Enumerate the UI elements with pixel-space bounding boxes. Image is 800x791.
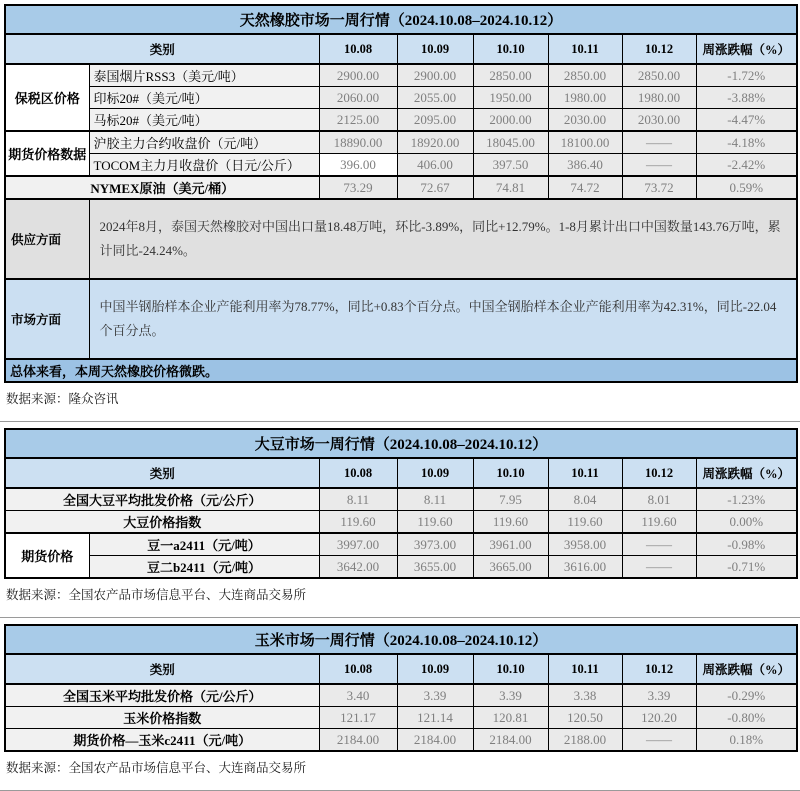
soybean-group-futures: 期货价格 [5, 533, 89, 578]
rubber-table [4, 4, 798, 383]
change-cell: -1.23% [696, 488, 797, 511]
value-cell: 3642.00 [319, 556, 397, 579]
change-cell: -1.72% [696, 64, 797, 87]
value-cell: 3.39 [473, 684, 548, 707]
corn-data-source: 数据来源：全国农产品市场信息平台、大连商品交易所 [6, 761, 307, 775]
value-cell: 3.39 [622, 684, 696, 707]
value-cell: 18920.00 [397, 131, 473, 154]
rubber-table-title: 天然橡胶市场一周行情（2024.10.08–2024.10.12） [5, 5, 797, 34]
supply-text: 2024年8月，泰国天然橡胶对中国出口量18.48万吨，环比-3.89%，同比+12.79%。1-8月累计出口中国数量143.76万吨，累计同比-24.24%。 [89, 199, 797, 279]
corn-header-date: 10.11 [548, 654, 622, 684]
value-cell: 1980.00 [622, 87, 696, 109]
value-cell: 18045.00 [473, 131, 548, 154]
row-label: 沪胶主力合约收盘价（元/吨） [89, 131, 319, 154]
change-cell: -0.80% [696, 707, 797, 729]
value-cell: —— [622, 533, 696, 556]
change-cell: -2.42% [696, 154, 797, 177]
value-cell: 2030.00 [622, 109, 696, 132]
value-cell: 1980.00 [548, 87, 622, 109]
market-text: 中国半钢胎样本企业产能利用率为78.77%，同比+0.83个百分点。中国全钢胎样本企业产能利用率为42.31%，同比-22.04个百分点。 [89, 279, 797, 359]
value-cell: 2060.00 [319, 87, 397, 109]
rubber-header-change: 周涨跌幅（%） [696, 34, 797, 64]
value-cell: 121.14 [397, 707, 473, 729]
value-cell: 8.04 [548, 488, 622, 511]
rubber-group-bonded: 保税区价格 [5, 64, 89, 131]
rubber-header-date: 10.10 [473, 34, 548, 64]
value-cell: 119.60 [473, 511, 548, 534]
rubber-group-futures: 期货价格数据 [5, 131, 89, 176]
soybean-table-title: 大豆市场一周行情（2024.10.08–2024.10.12） [5, 429, 797, 458]
value-cell: 8.11 [397, 488, 473, 511]
value-cell: 120.20 [622, 707, 696, 729]
change-cell: -3.88% [696, 87, 797, 109]
value-cell: 7.95 [473, 488, 548, 511]
value-cell: 3.39 [397, 684, 473, 707]
soybean-section [0, 422, 800, 618]
change-cell: -4.47% [696, 109, 797, 132]
corn-table-title: 玉米市场一周行情（2024.10.08–2024.10.12） [5, 625, 797, 654]
row-label-nymex: NYMEX原油（美元/桶） [5, 176, 319, 199]
corn-header-date: 10.08 [319, 654, 397, 684]
value-cell: 119.60 [319, 511, 397, 534]
value-cell: 18890.00 [319, 131, 397, 154]
value-cell: 2850.00 [473, 64, 548, 87]
change-cell: -0.71% [696, 556, 797, 579]
rubber-data-source: 数据来源：隆众咨讯 [6, 392, 119, 406]
value-cell: 3.38 [548, 684, 622, 707]
value-cell: 396.00 [319, 154, 397, 177]
row-label: 期货价格—玉米c2411（元/吨） [5, 729, 319, 752]
value-cell: 2095.00 [397, 109, 473, 132]
value-cell: 73.72 [622, 176, 696, 199]
change-cell: -0.98% [696, 533, 797, 556]
row-label: 豆一a2411（元/吨） [89, 533, 319, 556]
row-label: 全国大豆平均批发价格（元/公斤） [5, 488, 319, 511]
corn-header-date: 10.12 [622, 654, 696, 684]
value-cell: 3655.00 [397, 556, 473, 579]
value-cell: 119.60 [397, 511, 473, 534]
value-cell: —— [622, 556, 696, 579]
value-cell: 3997.00 [319, 533, 397, 556]
value-cell: 74.81 [473, 176, 548, 199]
rubber-header-date: 10.12 [622, 34, 696, 64]
value-cell: 18100.00 [548, 131, 622, 154]
soybean-table [4, 428, 798, 579]
summary-text: 总体来看，本周天然橡胶价格微跌。 [5, 359, 797, 382]
corn-header-date: 10.10 [473, 654, 548, 684]
row-label: 玉米价格指数 [5, 707, 319, 729]
soybean-header-category: 类别 [5, 458, 319, 488]
value-cell: 72.67 [397, 176, 473, 199]
value-cell: 3616.00 [548, 556, 622, 579]
change-cell: 0.00% [696, 511, 797, 534]
corn-header-category: 类别 [5, 654, 319, 684]
supply-label: 供应方面 [5, 199, 89, 279]
corn-header-date: 10.09 [397, 654, 473, 684]
market-label: 市场方面 [5, 279, 89, 359]
value-cell: 8.01 [622, 488, 696, 511]
value-cell: 2030.00 [548, 109, 622, 132]
value-cell: 2900.00 [319, 64, 397, 87]
change-cell: 0.18% [696, 729, 797, 752]
soybean-header-date: 10.08 [319, 458, 397, 488]
rubber-header-date: 10.08 [319, 34, 397, 64]
row-label: 全国玉米平均批发价格（元/公斤） [5, 684, 319, 707]
value-cell: 1950.00 [473, 87, 548, 109]
rubber-header-category: 类别 [5, 34, 319, 64]
corn-table [4, 624, 798, 752]
value-cell: —— [622, 131, 696, 154]
value-cell: —— [622, 729, 696, 752]
value-cell: 2184.00 [397, 729, 473, 752]
row-label: 马标20#（美元/吨） [89, 109, 319, 132]
value-cell: 119.60 [548, 511, 622, 534]
value-cell: 120.50 [548, 707, 622, 729]
value-cell: 3973.00 [397, 533, 473, 556]
value-cell: 2188.00 [548, 729, 622, 752]
soybean-header-date: 10.12 [622, 458, 696, 488]
value-cell: 2850.00 [622, 64, 696, 87]
value-cell: 2125.00 [319, 109, 397, 132]
value-cell: 3958.00 [548, 533, 622, 556]
change-cell: -4.18% [696, 131, 797, 154]
value-cell: 8.11 [319, 488, 397, 511]
soybean-header-change: 周涨跌幅（%） [696, 458, 797, 488]
value-cell: 2055.00 [397, 87, 473, 109]
value-cell: —— [622, 154, 696, 177]
value-cell: 119.60 [622, 511, 696, 534]
value-cell: 406.00 [397, 154, 473, 177]
row-label: 泰国烟片RSS3（美元/吨） [89, 64, 319, 87]
value-cell: 3961.00 [473, 533, 548, 556]
row-label: 豆二b2411（元/吨） [89, 556, 319, 579]
change-cell: -0.29% [696, 684, 797, 707]
value-cell: 2184.00 [319, 729, 397, 752]
soybean-data-source: 数据来源：全国农产品市场信息平台、大连商品交易所 [6, 588, 307, 602]
value-cell: 120.81 [473, 707, 548, 729]
row-label: 印标20#（美元/吨） [89, 87, 319, 109]
value-cell: 397.50 [473, 154, 548, 177]
change-cell: 0.59% [696, 176, 797, 199]
value-cell: 3665.00 [473, 556, 548, 579]
corn-section [0, 618, 800, 791]
row-label: 大豆价格指数 [5, 511, 319, 534]
corn-header-change: 周涨跌幅（%） [696, 654, 797, 684]
soybean-header-date: 10.09 [397, 458, 473, 488]
row-label: TOCOM主力月收盘价（日元/公斤） [89, 154, 319, 177]
value-cell: 2850.00 [548, 64, 622, 87]
rubber-header-date: 10.11 [548, 34, 622, 64]
value-cell: 74.72 [548, 176, 622, 199]
soybean-header-date: 10.11 [548, 458, 622, 488]
value-cell: 386.40 [548, 154, 622, 177]
value-cell: 3.40 [319, 684, 397, 707]
value-cell: 73.29 [319, 176, 397, 199]
value-cell: 121.17 [319, 707, 397, 729]
rubber-header-date: 10.09 [397, 34, 473, 64]
value-cell: 2900.00 [397, 64, 473, 87]
soybean-header-date: 10.10 [473, 458, 548, 488]
value-cell: 2184.00 [473, 729, 548, 752]
value-cell: 2000.00 [473, 109, 548, 132]
